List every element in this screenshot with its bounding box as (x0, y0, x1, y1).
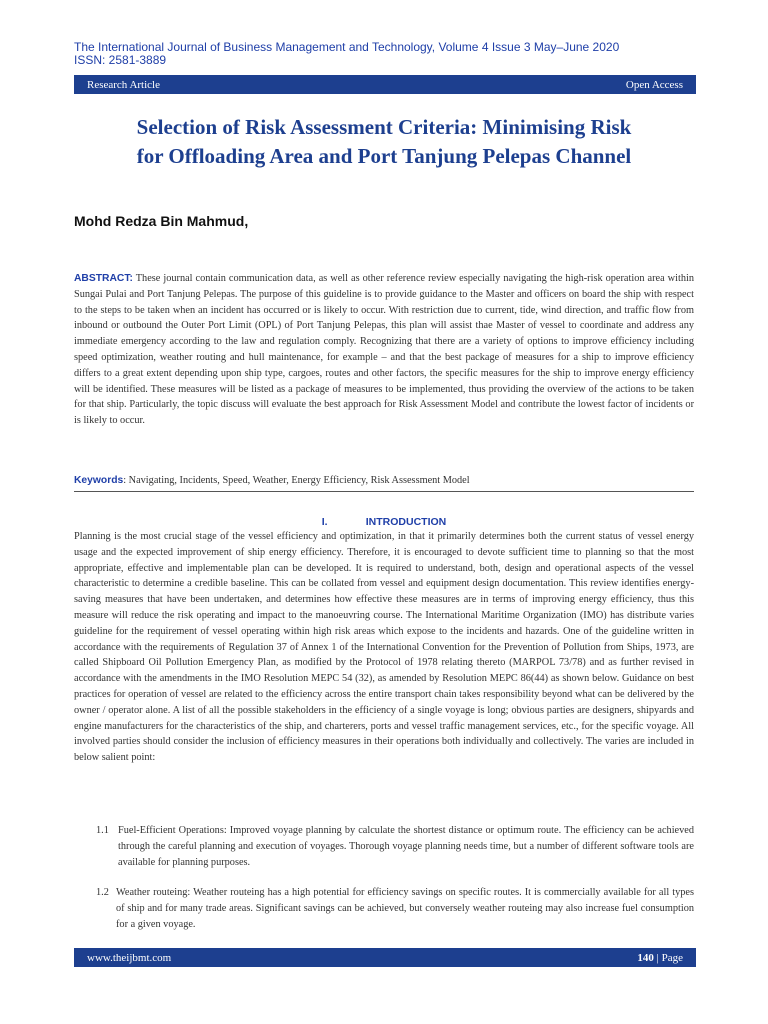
keywords-divider (74, 491, 694, 492)
keywords-text: : Navigating, Incidents, Speed, Weather, Energy Efficiency, Risk Assessment Model (123, 475, 470, 486)
list-item (96, 823, 694, 870)
article-title-line-1: Selection of Risk Assessment Criteria: Minimising Risk (136, 115, 632, 139)
list-item-text: Weather routeing: Weather routeing has a high potential for efficiency savings on specific routes. It is commercially available for all types of ship and for many trade areas. Significant savings can be achieved, but conversely weather routeing may also increase fuel consumption for a given voyage. (116, 887, 694, 930)
section-title: INTRODUCTION (365, 516, 447, 528)
keywords (74, 473, 694, 488)
journal-header (74, 41, 694, 67)
author-name: Mohd Redza Bin Mahmud, (74, 213, 249, 229)
page-indicator (637, 952, 683, 964)
keywords-label: Keywords (74, 475, 124, 486)
list-item-text: Fuel-Efficient Operations: Improved voyage planning by calculate the shortest distance or optimum route. The efficiency can be achieved through the careful planning and execution of voyages. Thorough voyage planning needs time, but a number of different software tools are available for planning purposes. (118, 825, 694, 868)
list-item-number: 1.2 (96, 887, 109, 898)
page-label: | Page (653, 951, 683, 964)
introduction-body: Planning is the most crucial stage of the vessel efficiency and optimization, in that it primarily determines both the current status of vessel energy usage and the expected improvement of ship energy efficiency. Therefore, it is encouraged to devote sufficient time to planning so that the most appropriate, effective and implementable plan can be developed. It is required to understand, both, design and operational aspects of the vessel characteristic to determine a credible baseline. This can be collated from vessel and equipment design documentation. This review identifies energy-saving measures that have been undertaken, and determines how effective these measures are in terms of improving energy efficiency, thus this measure will reduce the risk operating and impact to the manoeuvring course. The International Maritime Organization (IMO) has distribute varies guideline for the requirement of vessel operating within high risk areas which expose to the incidents and hazards. One of the guideline written in accordance with the requirements of Regulation 37 of Annex 1 of the International Convention for the Prevention of Pollution from Ships, 1973, are called Shipboard Oil Pollution Emergency Plan, as modified by the Protocol of 1978 relating thereto (MARPOL 73/78) and as further revised in accordance with the amendments in the IMO Resolution MEPC 54 (32), as amended by Resolution MEPC 86(44) as shown below. Guidance on best practices for operation of vessel are related to the efficiency across the entire transport chain takes responsibility beyond what can be delivered by the owner / operator alone. A list of all the possible stakeholders in the efficiency of a single voyage is long; obvious parties are designers, shipyards and engine manufacturers for the characteristics of the ship, and charterers, ports and vessel traffic management services, etc., for the specific voyage. All involved parties should consider the inclusion of efficiency measures in their operations both individually and collectively. The varies are included in below salient point: (74, 531, 694, 764)
section-number: I. (321, 516, 328, 528)
abstract (74, 271, 694, 429)
list-item (96, 885, 694, 932)
article-title-line-2: for Offloading Area and Port Tanjung Pelepas Channel (136, 144, 632, 168)
article-type-bar (74, 75, 696, 94)
website-link[interactable]: www.theijbmt.com (87, 951, 172, 964)
section-heading (74, 516, 694, 528)
list-item-number: 1.1 (96, 825, 109, 836)
journal-issn: ISSN: 2581-3889 (74, 53, 167, 67)
abstract-text: These journal contain communication data, as well as other reference review especially navigating the high-risk operation area within Sungai Pulai and Port Tanjung Pelepas. The purpose of this guideline is to provide guidance to the Master and officers on board the ship with respect to the steps to be taken when an incident has occurred or is likely to occur. With restriction due to current, tide, wind direction, and traffic flow from inbound or outbound the Outer Port Limit (OPL) of Port Tanjung Pelepas, this plan will assist thae Master of vessel to coordinate and address any immediate emergency according to the law and regulation comply. Recognizing that there are a variety of options to improve efficiency including speed optimization, weather routing and hull maintenance, for example – and that the best package of measures for a ship to improve efficiency differs to a great extent depending upon ship type, cargoes, routes and other factors, the specific measures for the ship to improve energy efficiency will be identified. These measures will be listed as a package of measures to be implemented, thus providing the overview of the actions to be taken for that ship. Particularly, the topic discuss will evaluate the best approach for Risk Assessment Model and contribute the lowest factor of incidents or is likely to occur. (74, 273, 694, 427)
page-number: 140 (637, 951, 654, 964)
open-access-label: Open Access (625, 78, 683, 91)
article-type-label: Research Article (87, 78, 160, 91)
journal-citation: The International Journal of Business Management and Technology, Volume 4 Issue 3 May–June 2020 (74, 40, 620, 54)
article-title (74, 113, 694, 171)
abstract-label: ABSTRACT: (74, 273, 133, 284)
page-footer (74, 948, 696, 967)
